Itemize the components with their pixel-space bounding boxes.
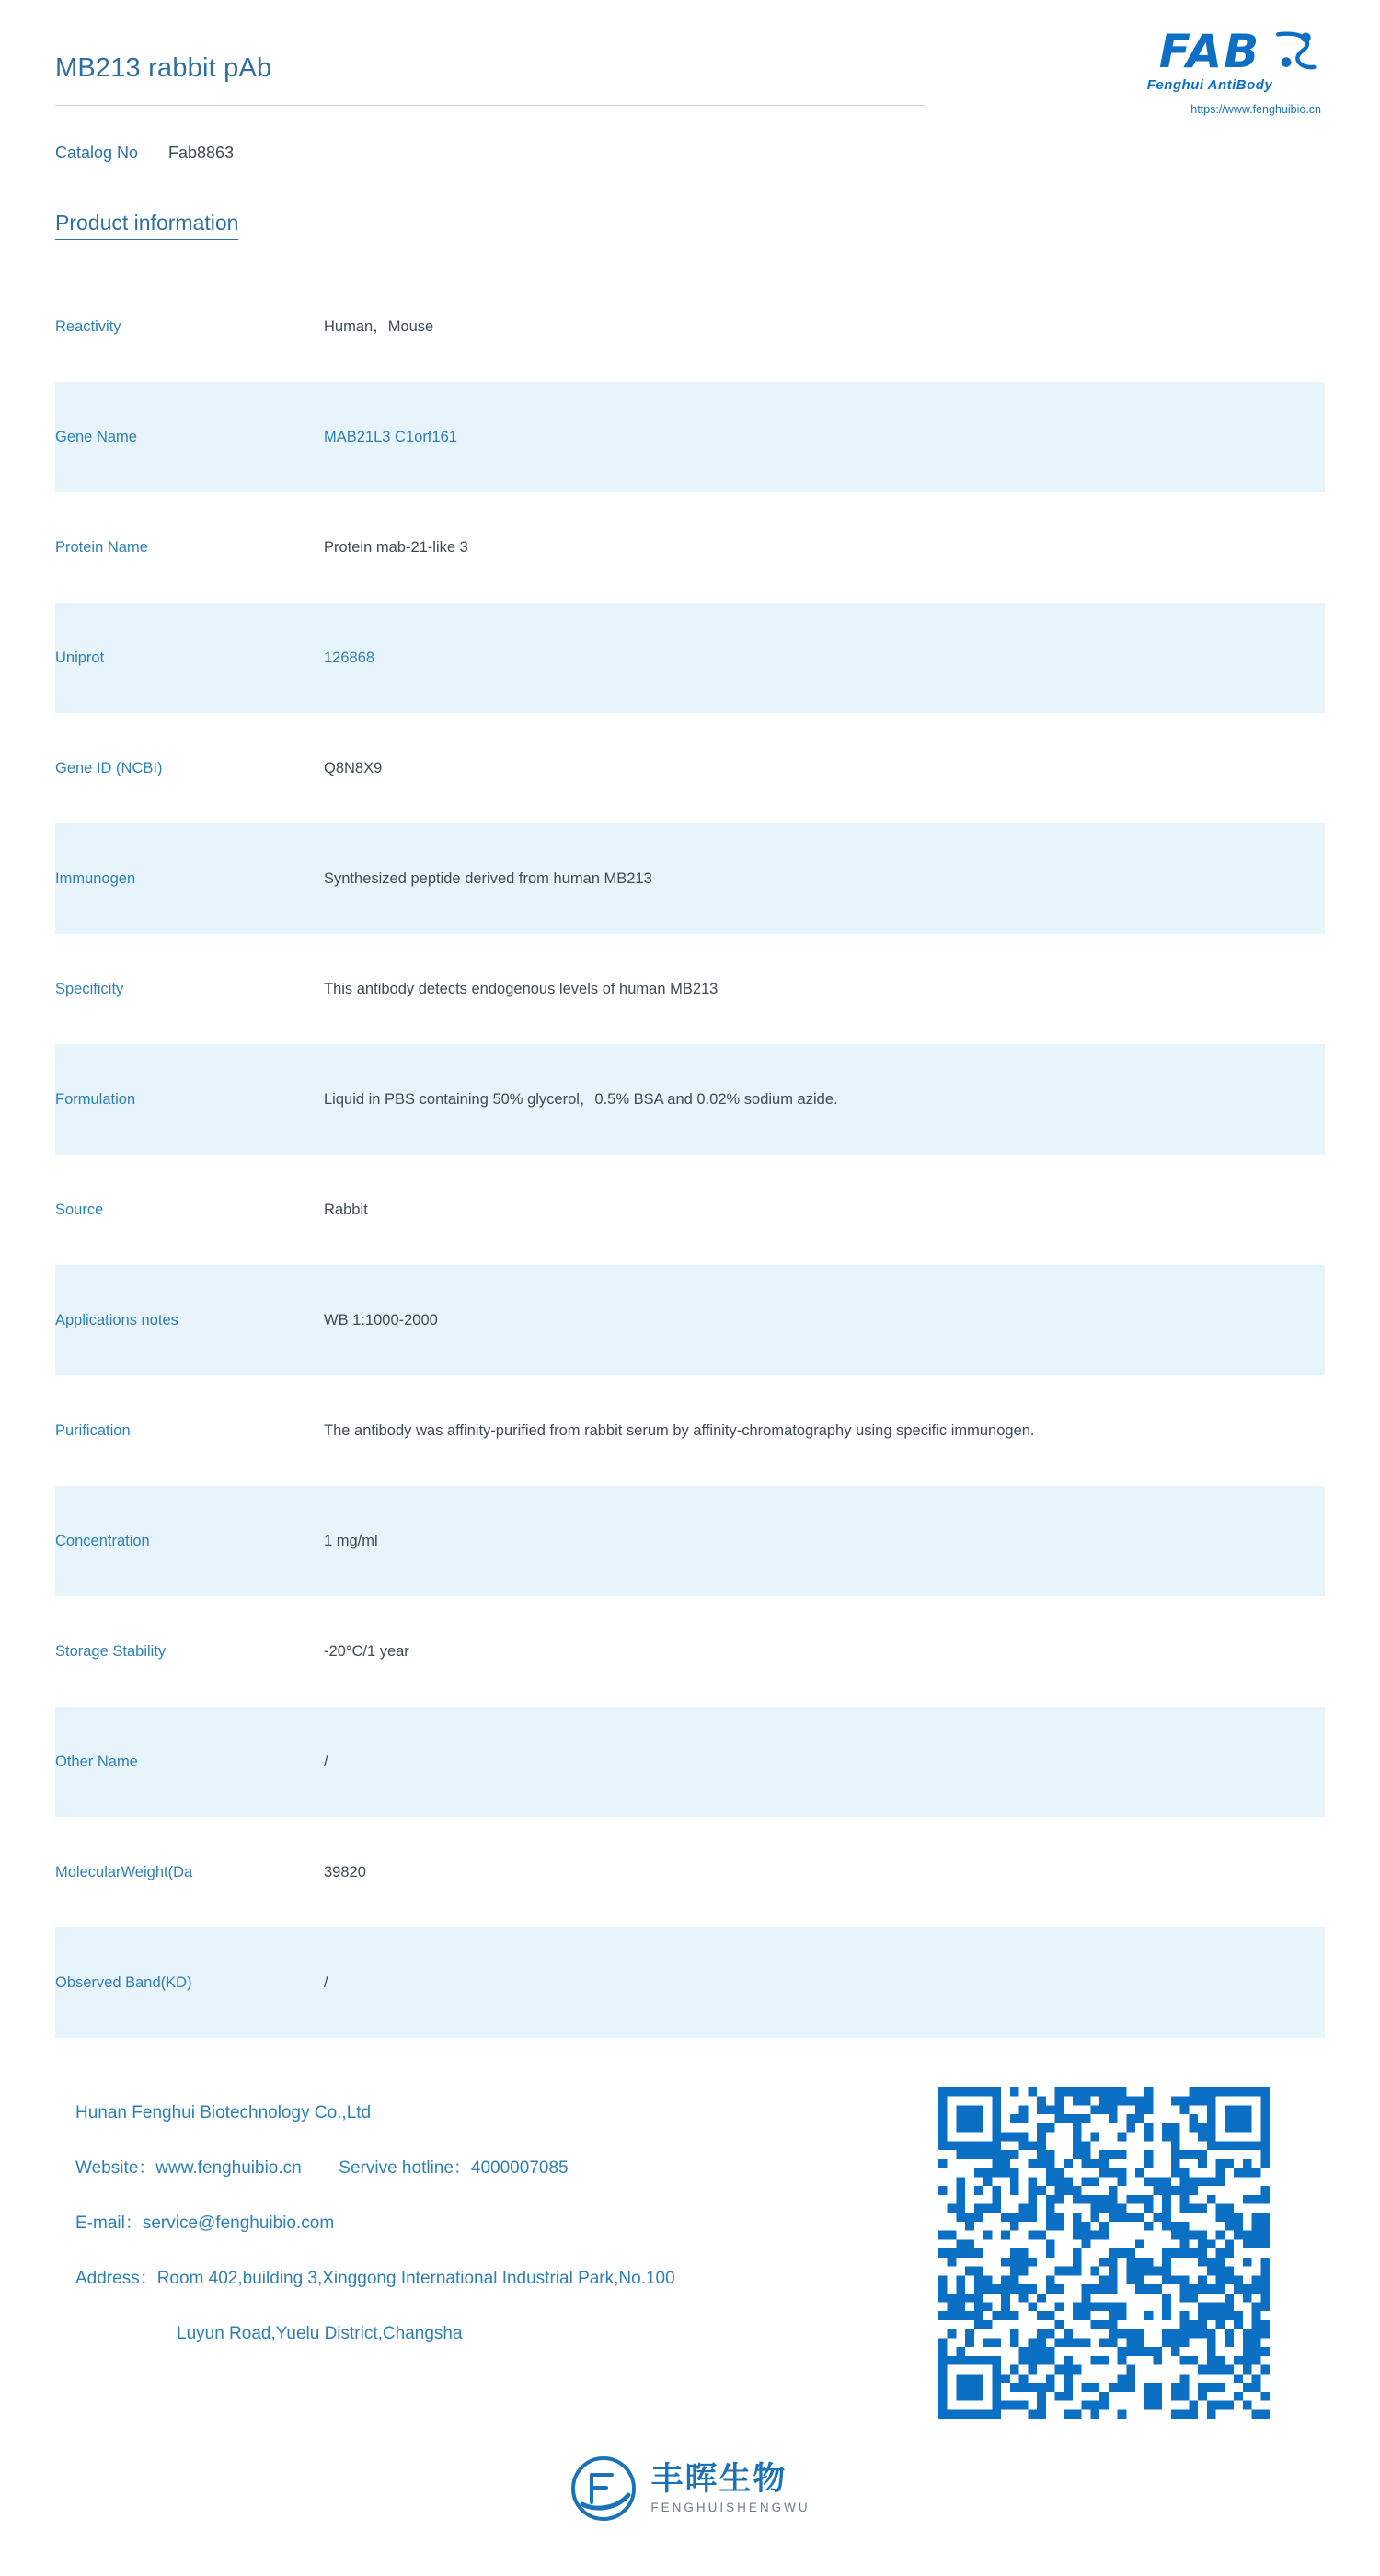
footer-hotline: Servive hotline：4000007085 [339, 2158, 569, 2178]
footer-address-line1: Address：Room 402,building 3,Xinggong International Industrial Park,No.100 [75, 2269, 675, 2288]
table-row-value[interactable]: MAB21L3 C1orf161 [324, 429, 457, 445]
document-footer [55, 2078, 1325, 2382]
table-row-label: Protein Name [55, 538, 148, 556]
table-row-label: Immunogen [55, 869, 136, 887]
table-row [55, 713, 1325, 823]
table-row-value: This antibody detects endogenous levels of human MB213 [324, 981, 719, 997]
catalog-value: Fab8863 [168, 144, 235, 162]
table-row-label: Uniprot [55, 649, 105, 666]
brand-name-cn: 丰晖生物 [650, 2460, 788, 2498]
table-row-value: / [324, 1974, 328, 1991]
table-row [55, 271, 1325, 382]
table-row-value: Liquid in PBS containing 50% glycerol，0.5% BSA and 0.02% sodium azide. [324, 1091, 838, 1108]
bottom-brand [0, 2455, 1380, 2523]
table-row [55, 1927, 1325, 2038]
table-row [55, 823, 1325, 934]
table-row-label: Other Name [55, 1753, 138, 1770]
footer-website-hotline [75, 2141, 995, 2196]
table-row [55, 1265, 1325, 1375]
footer-company: Hunan Fenghui Biotechnology Co.,Ltd [75, 2103, 372, 2122]
brand-text [650, 2460, 811, 2515]
table-row [55, 1707, 1325, 1817]
catalog-label: Catalog No [55, 144, 139, 162]
table-row [55, 1486, 1325, 1596]
table-row [55, 1817, 1325, 1927]
table-row-label: Gene ID (NCBI) [55, 759, 163, 776]
table-row-label: Observed Band(KD) [55, 1973, 192, 1991]
table-row-value: Protein mab-21-like 3 [324, 539, 468, 556]
logo-website-url[interactable]: https://www.fenghuibio.cn [1190, 103, 1321, 116]
table-row-value: -20°C/1 year [324, 1643, 409, 1660]
company-logo [1049, 25, 1325, 116]
title-divider [55, 105, 925, 106]
brand-name-en: FENGHUISHENGWU [650, 2501, 811, 2515]
table-row-value: Human，Mouse [324, 318, 434, 335]
table-row-label: Purification [55, 1421, 131, 1439]
fab-logo-word: FAB [1158, 25, 1261, 78]
table-row-value: 39820 [324, 1864, 366, 1880]
catalog-row [55, 144, 1325, 163]
table-row [55, 492, 1325, 603]
table-row-label: Formulation [55, 1090, 136, 1108]
table-row-value: / [324, 1754, 328, 1770]
footer-contact-block [75, 2086, 995, 2362]
table-row-label: Applications notes [55, 1311, 178, 1328]
table-row-value: Synthesized peptide derived from human MB213 [324, 870, 652, 887]
table-row-label: Reactivity [55, 317, 121, 335]
document-header [55, 0, 1325, 138]
page-title: MB213 rabbit pAb [55, 53, 272, 83]
table-row [55, 1596, 1325, 1707]
table-row [55, 1375, 1325, 1486]
table-row-label: MolecularWeight(Da [55, 1863, 193, 1880]
table-row-label: Source [55, 1201, 104, 1218]
footer-website[interactable]: Website：www.fenghuibio.cn [75, 2158, 302, 2178]
dna-swirl-icon [1270, 29, 1319, 74]
table-row [55, 934, 1325, 1044]
table-row-value: The antibody was affinity-purified from rabbit serum by affinity-chromatography using specific immunogen. [324, 1422, 1035, 1439]
table-row-label: Concentration [55, 1532, 150, 1549]
table-row [55, 1044, 1325, 1155]
section-heading: Product information [55, 211, 238, 240]
table-row-label: Gene Name [55, 428, 137, 445]
product-information-table [55, 271, 1325, 2038]
table-row-value: Rabbit [324, 1202, 368, 1218]
footer-address-line2: Luyun Road,Yuelu District,Changsha [177, 2324, 463, 2343]
table-row-value: Q8N8X9 [324, 760, 383, 776]
footer-email[interactable]: E-mail：service@fenghuibio.com [75, 2214, 335, 2233]
table-row [55, 1155, 1325, 1265]
fenghui-mark-icon [569, 2455, 638, 2523]
table-row-label: Specificity [55, 980, 124, 997]
qr-code-icon[interactable] [938, 2087, 1270, 2419]
table-row-label: Storage Stability [55, 1642, 167, 1660]
table-row-value: WB 1:1000-2000 [324, 1312, 438, 1328]
table-row [55, 603, 1325, 713]
fab-logo-icon [1095, 25, 1325, 94]
table-row-value: 1 mg/ml [324, 1533, 378, 1549]
fab-logo-subtitle: Fenghui AntiBody [1146, 77, 1273, 93]
table-row-value[interactable]: 126868 [324, 650, 375, 666]
table-row [55, 382, 1325, 492]
